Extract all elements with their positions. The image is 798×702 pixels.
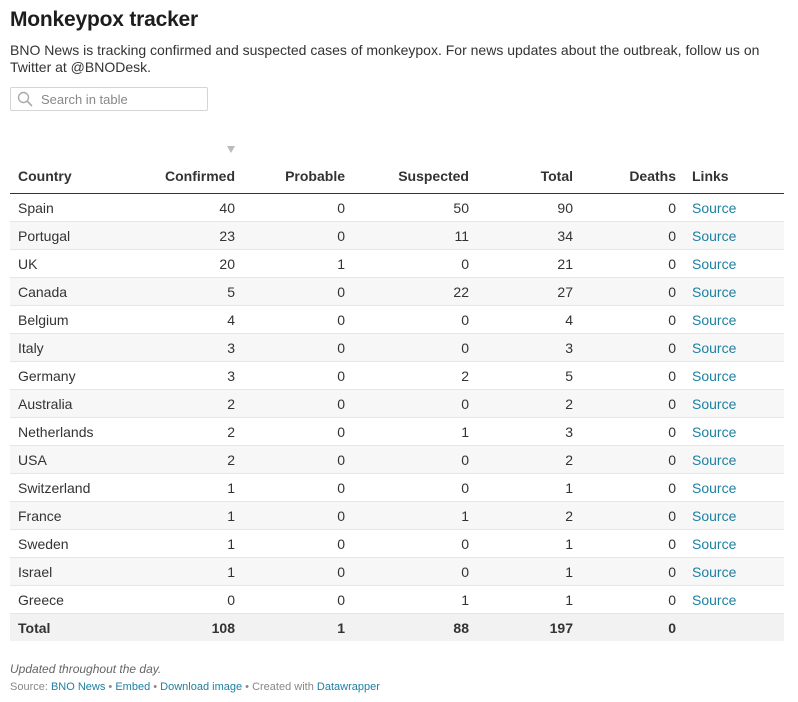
cell-confirmed: 4 (134, 306, 243, 334)
cell-probable: 0 (243, 530, 353, 558)
table-row (10, 474, 784, 502)
cell-deaths: 0 (581, 390, 684, 418)
cell-link (684, 530, 784, 558)
cell-country: Belgium (10, 306, 134, 334)
cell-deaths: 0 (581, 250, 684, 278)
cell-suspected: 0 (353, 446, 477, 474)
total-label: Total (10, 614, 134, 642)
table-row (10, 334, 784, 362)
cell-total: 1 (477, 530, 581, 558)
cell-probable: 0 (243, 362, 353, 390)
cell-deaths: 0 (581, 586, 684, 614)
cell-suspected: 0 (353, 306, 477, 334)
cell-total: 1 (477, 558, 581, 586)
cell-deaths: 0 (581, 418, 684, 446)
source-link[interactable]: Source (692, 563, 737, 580)
table-row (10, 558, 784, 586)
cell-probable: 0 (243, 502, 353, 530)
cell-country: Italy (10, 334, 134, 362)
column-header-country[interactable]: Country (10, 144, 134, 194)
cell-total: 3 (477, 418, 581, 446)
cell-total: 27 (477, 278, 581, 306)
total-row (10, 614, 784, 642)
source-link[interactable]: BNO News (50, 681, 106, 693)
cell-probable: 0 (243, 418, 353, 446)
cell-probable: 0 (243, 446, 353, 474)
cell-suspected: 0 (353, 390, 477, 418)
source-link[interactable]: Source (692, 395, 737, 412)
table-row (10, 250, 784, 278)
cell-confirmed: 20 (134, 250, 243, 278)
source-link[interactable]: Source (692, 283, 737, 300)
cell-country: Israel (10, 558, 134, 586)
source-link[interactable]: Source (692, 423, 737, 440)
cell-country: Switzerland (10, 474, 134, 502)
column-header-deaths[interactable]: Deaths (581, 144, 684, 194)
intro-text: BNO News is tracking confirmed and suspected cases of monkeypox. For news updates about the outbreak, follow us on Twitter at @BNODesk. (10, 42, 760, 75)
cell-total: 2 (477, 446, 581, 474)
cell-suspected: 11 (353, 222, 477, 250)
cell-suspected: 1 (353, 502, 477, 530)
cell-confirmed: 5 (134, 278, 243, 306)
cell-country: Netherlands (10, 418, 134, 446)
cell-total: 90 (477, 194, 581, 222)
cell-suspected: 2 (353, 362, 477, 390)
cell-confirmed: 1 (134, 558, 243, 586)
cell-country: Portugal (10, 222, 134, 250)
source-link[interactable]: Source (692, 339, 737, 356)
total-links (684, 614, 784, 642)
cell-confirmed: 2 (134, 390, 243, 418)
table-row (10, 362, 784, 390)
cell-probable: 0 (243, 194, 353, 222)
cell-country: France (10, 502, 134, 530)
cell-suspected: 1 (353, 586, 477, 614)
cell-deaths: 0 (581, 474, 684, 502)
cell-link (684, 334, 784, 362)
cell-deaths: 0 (581, 334, 684, 362)
source-link[interactable]: Source (692, 227, 737, 244)
table-row (10, 502, 784, 530)
cell-probable: 0 (243, 278, 353, 306)
total-confirmed: 108 (134, 614, 243, 642)
cell-country: Spain (10, 194, 134, 222)
cell-total: 21 (477, 250, 581, 278)
cell-confirmed: 2 (134, 446, 243, 474)
cell-confirmed: 1 (134, 502, 243, 530)
cell-link (684, 250, 784, 278)
cell-link (684, 446, 784, 474)
cell-link (684, 390, 784, 418)
cell-total: 2 (477, 502, 581, 530)
cell-probable: 1 (243, 250, 353, 278)
column-header-label: Confirmed (165, 168, 235, 184)
footer (10, 681, 788, 693)
cell-suspected: 0 (353, 558, 477, 586)
cell-total: 3 (477, 334, 581, 362)
cell-confirmed: 1 (134, 474, 243, 502)
cell-probable: 0 (243, 474, 353, 502)
page-title: Monkeypox tracker (10, 8, 199, 31)
source-link[interactable]: Source (692, 367, 737, 384)
column-header-total[interactable]: Total (477, 144, 581, 194)
cell-deaths: 0 (581, 530, 684, 558)
cell-country: Germany (10, 362, 134, 390)
search-input[interactable] (39, 91, 203, 108)
cell-country: Australia (10, 390, 134, 418)
cell-total: 5 (477, 362, 581, 390)
cell-confirmed: 3 (134, 362, 243, 390)
cell-country: UK (10, 250, 134, 278)
cell-deaths: 0 (581, 502, 684, 530)
cell-deaths: 0 (581, 558, 684, 586)
total-probable: 1 (243, 614, 353, 642)
cell-link (684, 306, 784, 334)
cell-country: USA (10, 446, 134, 474)
cell-country: Sweden (10, 530, 134, 558)
cell-confirmed: 3 (134, 334, 243, 362)
footer-source-prefix: Source: (10, 681, 51, 693)
table-row (10, 530, 784, 558)
cell-total: 4 (477, 306, 581, 334)
cell-link (684, 502, 784, 530)
cell-suspected: 22 (353, 278, 477, 306)
cell-total: 34 (477, 222, 581, 250)
footer-separator: • (150, 681, 161, 693)
datawrapper-link[interactable]: Datawrapper (316, 681, 380, 693)
source-link[interactable]: Source (692, 507, 737, 524)
cell-deaths: 0 (581, 222, 684, 250)
footer-separator: • (105, 681, 116, 693)
cell-link (684, 474, 784, 502)
cell-probable: 0 (243, 558, 353, 586)
cell-suspected: 0 (353, 474, 477, 502)
cell-suspected: 0 (353, 334, 477, 362)
source-link[interactable]: Source (692, 255, 737, 272)
source-link[interactable]: Source (692, 591, 737, 608)
footer-created-with: • Created with (242, 681, 317, 693)
cell-probable: 0 (243, 222, 353, 250)
cell-deaths: 0 (581, 194, 684, 222)
download-image-link[interactable]: Download image (160, 681, 243, 693)
column-header-suspected[interactable]: Suspected (353, 144, 477, 194)
search-icon (17, 91, 33, 107)
total-total: 197 (477, 614, 581, 642)
cell-confirmed: 1 (134, 530, 243, 558)
cell-probable: 0 (243, 306, 353, 334)
table-row (10, 586, 784, 614)
cell-link (684, 362, 784, 390)
cell-suspected: 0 (353, 250, 477, 278)
cell-link (684, 278, 784, 306)
cell-suspected: 50 (353, 194, 477, 222)
cell-confirmed: 23 (134, 222, 243, 250)
table-row (10, 390, 784, 418)
cell-country: Canada (10, 278, 134, 306)
cell-probable: 0 (243, 390, 353, 418)
total-deaths: 0 (581, 614, 684, 642)
embed-link[interactable]: Embed (115, 681, 151, 693)
table-body (10, 194, 784, 614)
cell-link (684, 222, 784, 250)
cell-suspected: 0 (353, 530, 477, 558)
cell-link (684, 586, 784, 614)
source-link[interactable]: Source (692, 311, 737, 328)
table-row (10, 222, 784, 250)
cell-total: 1 (477, 586, 581, 614)
cell-deaths: 0 (581, 306, 684, 334)
cell-total: 1 (477, 474, 581, 502)
cell-deaths: 0 (581, 278, 684, 306)
cases-table (10, 144, 784, 641)
cell-deaths: 0 (581, 446, 684, 474)
cell-deaths: 0 (581, 362, 684, 390)
cell-probable: 0 (243, 334, 353, 362)
cell-confirmed: 2 (134, 418, 243, 446)
column-header-probable[interactable]: Probable (243, 144, 353, 194)
cell-confirmed: 40 (134, 194, 243, 222)
cell-suspected: 1 (353, 418, 477, 446)
table-row (10, 194, 784, 222)
column-header-confirmed[interactable] (134, 144, 243, 194)
source-link[interactable]: Source (692, 451, 737, 468)
cell-country: Greece (10, 586, 134, 614)
table-row (10, 446, 784, 474)
cell-total: 2 (477, 390, 581, 418)
notes: Updated throughout the day. (10, 662, 162, 676)
cell-link (684, 194, 784, 222)
cell-link (684, 418, 784, 446)
column-header-links[interactable]: Links (684, 144, 784, 194)
total-suspected: 88 (353, 614, 477, 642)
sort-desc-icon (227, 146, 235, 153)
cell-confirmed: 0 (134, 586, 243, 614)
source-link[interactable]: Source (692, 479, 737, 496)
cell-probable: 0 (243, 586, 353, 614)
table-row (10, 306, 784, 334)
table-row (10, 278, 784, 306)
search-box[interactable] (10, 87, 208, 111)
source-link[interactable]: Source (692, 199, 737, 216)
table-header-row (10, 144, 784, 194)
cell-link (684, 558, 784, 586)
source-link[interactable]: Source (692, 535, 737, 552)
table-row (10, 418, 784, 446)
